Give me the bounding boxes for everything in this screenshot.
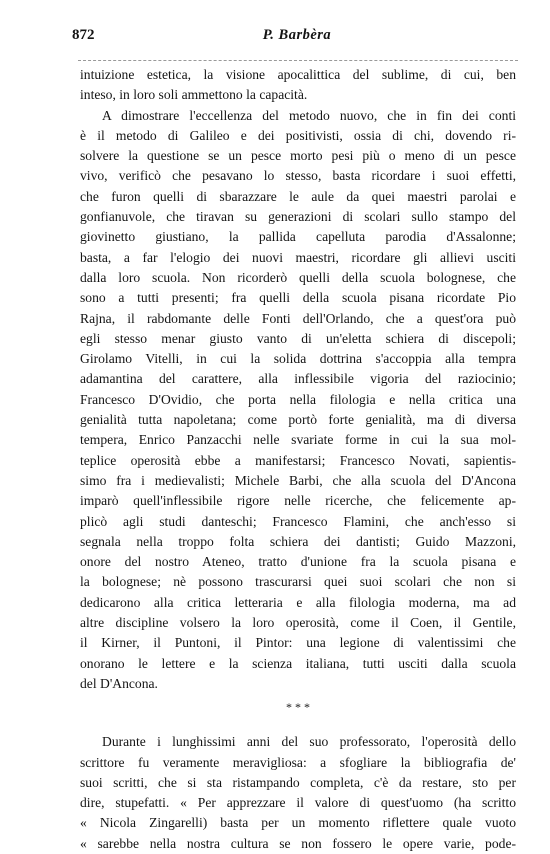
text-line: simo fra i medievalisti; Michele Barbi, che alla scuola del D'Ancona (80, 472, 516, 488)
text-line: onore del nostro Ateneo, tratto d'unione fra la scuola pisana e (80, 554, 516, 570)
text-line: A dimostrare l'eccellenza del metodo nuovo, che in fin dei conti (102, 107, 516, 123)
text-line: Francesco D'Ovidio, che porta nella filologia e nella critica una (80, 391, 516, 407)
text-line: è il metodo di Galileo e dei positivisti, ossia di chi, dovendo ri- (80, 127, 516, 143)
text-line: « sarebbe nella nostra cultura se non fossero le opere varie, pode- (80, 835, 516, 851)
text-line: del D'Ancona. (80, 675, 158, 691)
text-line: dedicarono alla critica letteraria e alla filologia moderna, ma ad (80, 594, 516, 610)
section-break-asterisks (80, 694, 516, 732)
text-line: egli stesso menar giusto vanto di un'eletta schiera di discepoli; (80, 330, 516, 346)
text-line: solvere la questione se un pesce morto pesi più o meno di un pesce (80, 148, 516, 164)
text-line: segnala nella troppo folta schiera dei dantisti; Guido Mazzoni, (80, 533, 516, 549)
text-line: plicò agli studi danteschi; Francesco Flamini, che anch'esso si (80, 513, 516, 529)
body-text (80, 65, 516, 854)
text-line: giovinetto giustiano, la pallida capelluta parodia d'Assalonne; (80, 229, 516, 245)
page-header (72, 27, 522, 47)
text-line: sono a tutti presenti; fra quelli della scuola pisana ricordate Pio (80, 290, 516, 306)
text-line: scrittore fu veramente meravigliosa: a sfogliare la bibliografia de' (80, 754, 516, 770)
text-line: intuizione estetica, la visione apocalittica del sublime, di cui, ben (80, 67, 516, 82)
text-line: il Kirner, il Puntoni, il Pintor: una legione di valentissimi che (80, 635, 516, 651)
text-line: che furon quelli di sbarazzare le aule da quei maestri parolai e (80, 188, 516, 204)
text-line: adamantina del carattere, alla inflessibile vigoria del raziocinio; (80, 371, 516, 387)
text-line: Rajna, il rabdomante delle Fonti dell'Orlando, che a quest'ora può (80, 310, 516, 326)
text-line: imparò quell'inflessibile rigore nelle ricerche, che felicemente ap- (80, 493, 516, 509)
text-line: suoi scritti, che si sta ristampando completa, c'è da restare, sto per (80, 774, 516, 790)
text-line: Durante i lunghissimi anni del suo professorato, l'operosità dello (102, 734, 516, 750)
text-line: tempera, Enrico Panzacchi nelle svariate forme in cui la sua mol- (80, 432, 516, 448)
running-head: P. Barbèra (262, 27, 332, 43)
text-line: basta, a far l'elogio dei nuovi maestri, ricordare gli allievi usciti (80, 249, 516, 265)
text-line: inteso, in loro soli ammettono la capacità. (80, 87, 308, 103)
text-line: dalla loro scuola. Non ricorderò quelli della scuola bolognese, che (80, 269, 516, 285)
header-rule (78, 60, 518, 61)
text-line: teplice operosità ebbe a manifestarsi; Francesco Novati, sapientis- (80, 452, 516, 468)
text-line: « Nicola Zingarelli) basta per un momento riflettere quale vuoto (80, 815, 516, 831)
asterism-icon: * * * (286, 700, 310, 715)
text-line: genialità tutta napoletana; come portò forte genialità, ma di diversa (80, 412, 516, 428)
text-line: la bolognese; nè possono trascurarsi quei suoi scolari che non si (80, 574, 516, 590)
text-line: gonfianuvole, che tiravan su generazioni di scolari sullo stampo del (80, 209, 516, 225)
page-number: 872 (72, 27, 95, 43)
text-line: vivo, verificò che pesavano lo stesso, basta ricordare i suoi effetti, (80, 168, 516, 184)
text-line: dire, stupefatti. « Per apprezzare il valore di quest'uomo (ha scritto (80, 795, 516, 811)
text-line: onorano le lettere e la scienza italiana, tutti usciti dalla scuola (80, 655, 516, 671)
text-line: Girolamo Vitelli, in cui la solida dottrina s'accoppia alla tempra (80, 351, 516, 367)
text-line: altre discipline volsero la loro operosità, come il Coen, il Gentile, (80, 615, 516, 631)
